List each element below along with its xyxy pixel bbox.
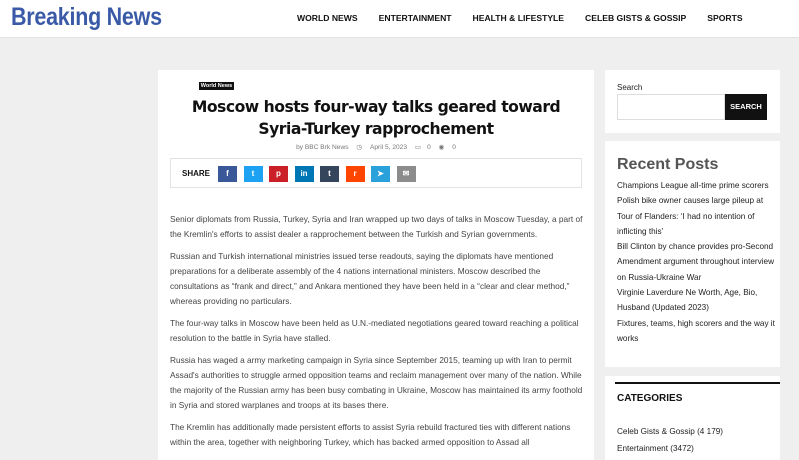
recent-post-link[interactable]: Polish bike owner causes large pileup at Tour of Flanders: ‘I had no intention of inflicting this’	[617, 196, 764, 236]
search-widget	[605, 70, 780, 133]
nav-entertainment[interactable]: ENTERTAINMENT	[378, 13, 452, 23]
article-paragraph: Senior diplomats from Russia, Turkey, Syria and Iran wrapped up two days of talks in Moscow Tuesday, a part of the Kremlin's efforts to assist dealer a rapprochement between the Turkish and Syrian governments.	[170, 214, 583, 239]
recent-post-link[interactable]: Virginie Laverdure Ne Worth, Age, Bio, Husband (Updated 2023)	[617, 288, 758, 313]
main-nav	[297, 13, 743, 23]
article-meta	[178, 143, 574, 151]
share-tumblr-button[interactable]: t	[320, 166, 339, 182]
search-input[interactable]	[617, 94, 725, 120]
article-body	[170, 212, 583, 457]
recent-post-link[interactable]: Bill Clinton by chance provides pro-Second Amendment argument throughout interview on Russia-Ukraine War	[617, 242, 775, 282]
clock-icon: ◷	[356, 144, 363, 151]
recent-posts-title: Recent Posts	[617, 156, 719, 173]
recent-post-link[interactable]: Champions League all-time prime scorers	[617, 181, 769, 190]
share-telegram-button[interactable]: ➤	[371, 166, 390, 182]
categories-divider	[615, 382, 780, 384]
comment-icon: ▭	[414, 144, 422, 151]
site-logo[interactable]: Breaking News	[11, 3, 162, 31]
nav-health-lifestyle[interactable]: HEALTH & LIFESTYLE	[472, 13, 565, 23]
recent-posts-widget	[605, 141, 780, 367]
categories-widget	[605, 376, 780, 460]
category-link[interactable]: Entertainment (3472)	[617, 444, 694, 453]
search-label: Search	[617, 83, 643, 92]
nav-celeb-gists[interactable]: CELEB GISTS & GOSSIP	[585, 13, 687, 23]
article-title: Moscow hosts four-way talks geared toward Syria-Turkey rapprochement	[191, 98, 561, 138]
share-twitter-button[interactable]: t	[244, 166, 263, 182]
share-pinterest-button[interactable]: p	[269, 166, 288, 182]
share-facebook-button[interactable]: f	[218, 166, 237, 182]
recent-posts-list	[617, 178, 777, 346]
author-link[interactable]: by BBC Brk News	[296, 144, 349, 151]
article-date: April 5, 2023	[369, 144, 407, 151]
recent-post-link[interactable]: Fixtures, teams, high scorers and the way it works	[617, 318, 775, 343]
views-item	[439, 144, 456, 151]
date-item	[356, 144, 407, 151]
nav-world-news[interactable]: WORLD NEWS	[297, 13, 358, 23]
comment-count: 0	[427, 144, 431, 151]
view-count: 0	[452, 144, 456, 151]
article-paragraph: The four-way talks in Moscow have been held as U.N.-mediated negotiations geared toward reaching a political resolution to the battle in Syria have stalled.	[170, 318, 579, 343]
share-label: SHARE	[182, 169, 211, 178]
eye-icon: ◉	[438, 144, 445, 151]
share-bar	[170, 158, 582, 188]
article-paragraph: The Kremlin has additionally made persistent efforts to assist Syria rebuild fractured ties with different nations within the area, together with neighboring Turkey, which has backed armed opposition to Assad all	[170, 422, 571, 447]
share-email-button[interactable]: ✉	[397, 166, 416, 182]
category-badge[interactable]: World News	[200, 83, 233, 89]
share-reddit-button[interactable]: r	[346, 166, 365, 182]
categories-list	[617, 423, 723, 457]
comments-item[interactable]	[415, 144, 431, 151]
share-linkedin-button[interactable]: in	[295, 166, 314, 182]
search-button[interactable]: SEARCH	[725, 94, 767, 120]
article-paragraph: Russia has waged a army marketing campaign in Syria since September 2015, teaming up with Iran to permit Assad's authorities to struggle armed opposition teams and reclaim management over many of the nation. While the majority of the Russian army has been busy combating in Ukraine, Moscow has maintained its army foothold in Syria and stored warplanes and troops at its bases there.	[170, 355, 583, 410]
category-link[interactable]: Celeb Gists & Gossip (4 179)	[617, 427, 724, 436]
article-paragraph: Russian and Turkish international ministries issued terse readouts, saying the diplomats have mentioned preparations for a deliberate assembly of the 4 nations international ministers. Moscow described the consultations as “frank and direct,” and Ankara mentioned they have been held in a “clear and clear method,” whereas providing no particulars.	[170, 251, 570, 306]
top-header	[0, 0, 799, 38]
categories-title: CATEGORIES	[617, 393, 683, 404]
nav-sports[interactable]: SPORTS	[707, 13, 743, 23]
